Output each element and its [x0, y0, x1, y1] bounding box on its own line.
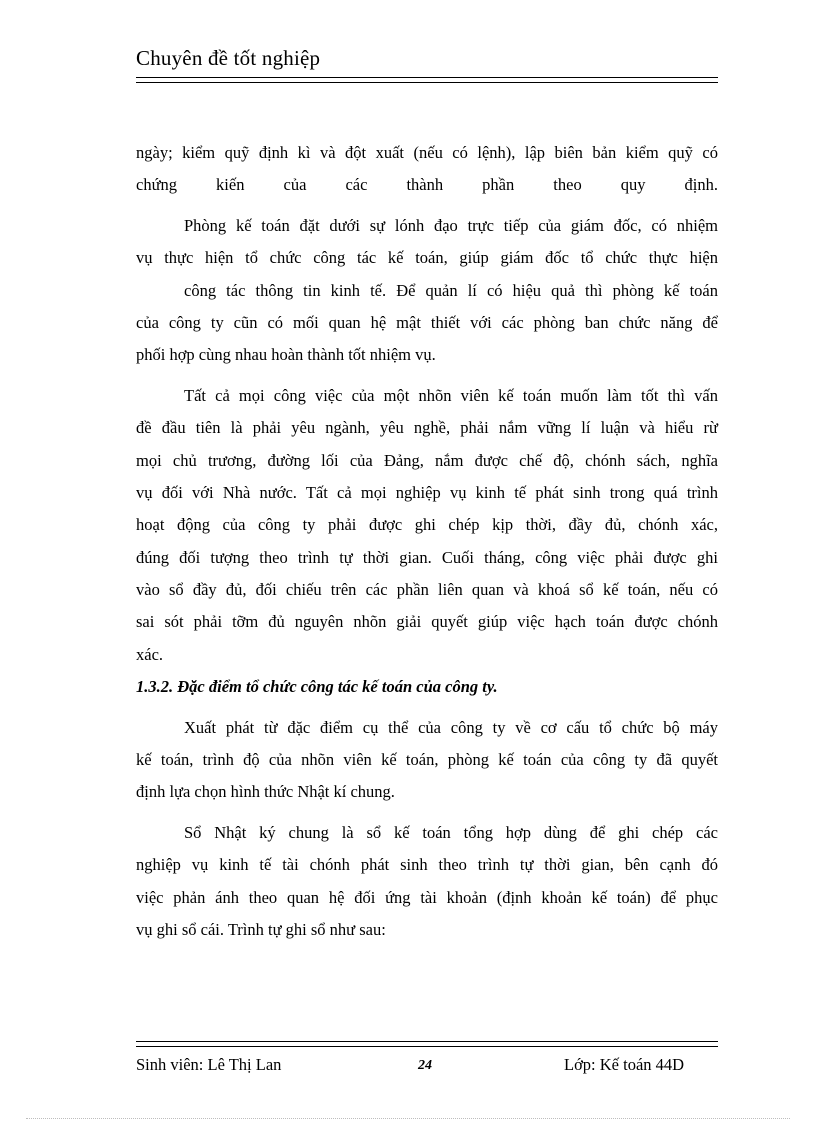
text-line: của công ty cũn có mối quan hệ mật thiết với các phòng ban chức năng để — [136, 312, 718, 332]
text-line: Phòng kế toán đặt dưới sự lónh đạo trực tiếp của giám đốc, có nhiệm — [184, 215, 718, 235]
footer-student-name: Sinh viên: Lê Thị Lan — [136, 1055, 282, 1074]
text-line: vào sổ đầy đủ, đối chiếu trên các phần liên quan và khoá sổ kế toán, nếu có — [136, 580, 718, 600]
footer-divider — [136, 1041, 718, 1047]
text-line: xác. — [136, 644, 164, 664]
text-line: sai sót phải tỡm đủ nguyên nhõn giải quyết giúp việc hạch toán được chónh — [136, 612, 718, 632]
text-line: vụ thực hiện tổ chức công tác kế toán, giúp giám đốc tổ chức thực hiện — [136, 248, 718, 268]
page-header-title: Chuyên đề tốt nghiệp — [136, 46, 321, 70]
text-line: hoạt động của công ty phải được ghi chép kịp thời, đầy đủ, chónh xác, — [136, 515, 718, 535]
document-body — [136, 140, 718, 949]
text-line: Xuất phát từ đặc điểm cụ thể của công ty về cơ cấu tổ chức bộ máy — [184, 717, 718, 737]
text-line: mọi chủ trương, đường lối của Đảng, nắm được chế độ, chónh sách, nghĩa — [136, 450, 718, 470]
page-number: 24 — [418, 1058, 432, 1073]
header-divider — [136, 77, 718, 83]
section-heading: 1.3.2. Đặc điểm tổ chức công tác kế toán của công ty. — [136, 677, 498, 697]
text-line: đề đầu tiên là phải yêu ngành, yêu nghề, phải nắm vững lí luận và hiểu rừ — [136, 418, 718, 438]
text-line: đúng đối tượng theo trình tự thời gian. Cuối tháng, công việc phải được ghi — [136, 547, 718, 567]
page-bottom-border — [26, 1118, 790, 1119]
text-line: ngày; kiểm quỹ định kì và đột xuất (nếu có lệnh), lập biên bản kiểm quỹ có — [136, 143, 718, 162]
text-line: vụ đối với Nhà nước. Tất cả mọi nghiệp vụ kinh tế phát sinh trong quá trình — [136, 482, 718, 502]
text-line: định lựa chọn hình thức Nhật kí chung. — [136, 782, 395, 802]
text-line: vụ ghi sổ cái. Trình tự ghi sổ như sau: — [136, 919, 386, 939]
footer-class-name: Lớp: Kế toán 44D — [564, 1055, 685, 1074]
text-line: Sổ Nhật ký chung là sổ kế toán tổng hợp dùng để ghi chép các — [184, 822, 718, 842]
text-line: chứng kiến của các thành phần theo quy định. — [136, 175, 718, 195]
text-line: phối hợp cùng nhau hoàn thành tốt nhiệm vụ. — [136, 345, 436, 365]
text-line: nghiệp vụ kinh tế tài chónh phát sinh theo trình tự thời gian, bên cạnh đó — [136, 855, 718, 875]
text-line: kế toán, trình độ của nhõn viên kế toán, phòng kế toán của công ty đã quyết — [136, 750, 718, 770]
text-line: công tác thông tin kinh tế. Để quản lí có hiệu quả thì phòng kế toán — [184, 280, 718, 300]
text-line: Tất cả mọi công việc của một nhõn viên kế toán muốn làm tốt thì vấn — [184, 385, 718, 405]
text-line: việc phản ánh theo quan hệ đối ứng tài khoản (định khoản kế toán) để phục — [136, 887, 718, 907]
